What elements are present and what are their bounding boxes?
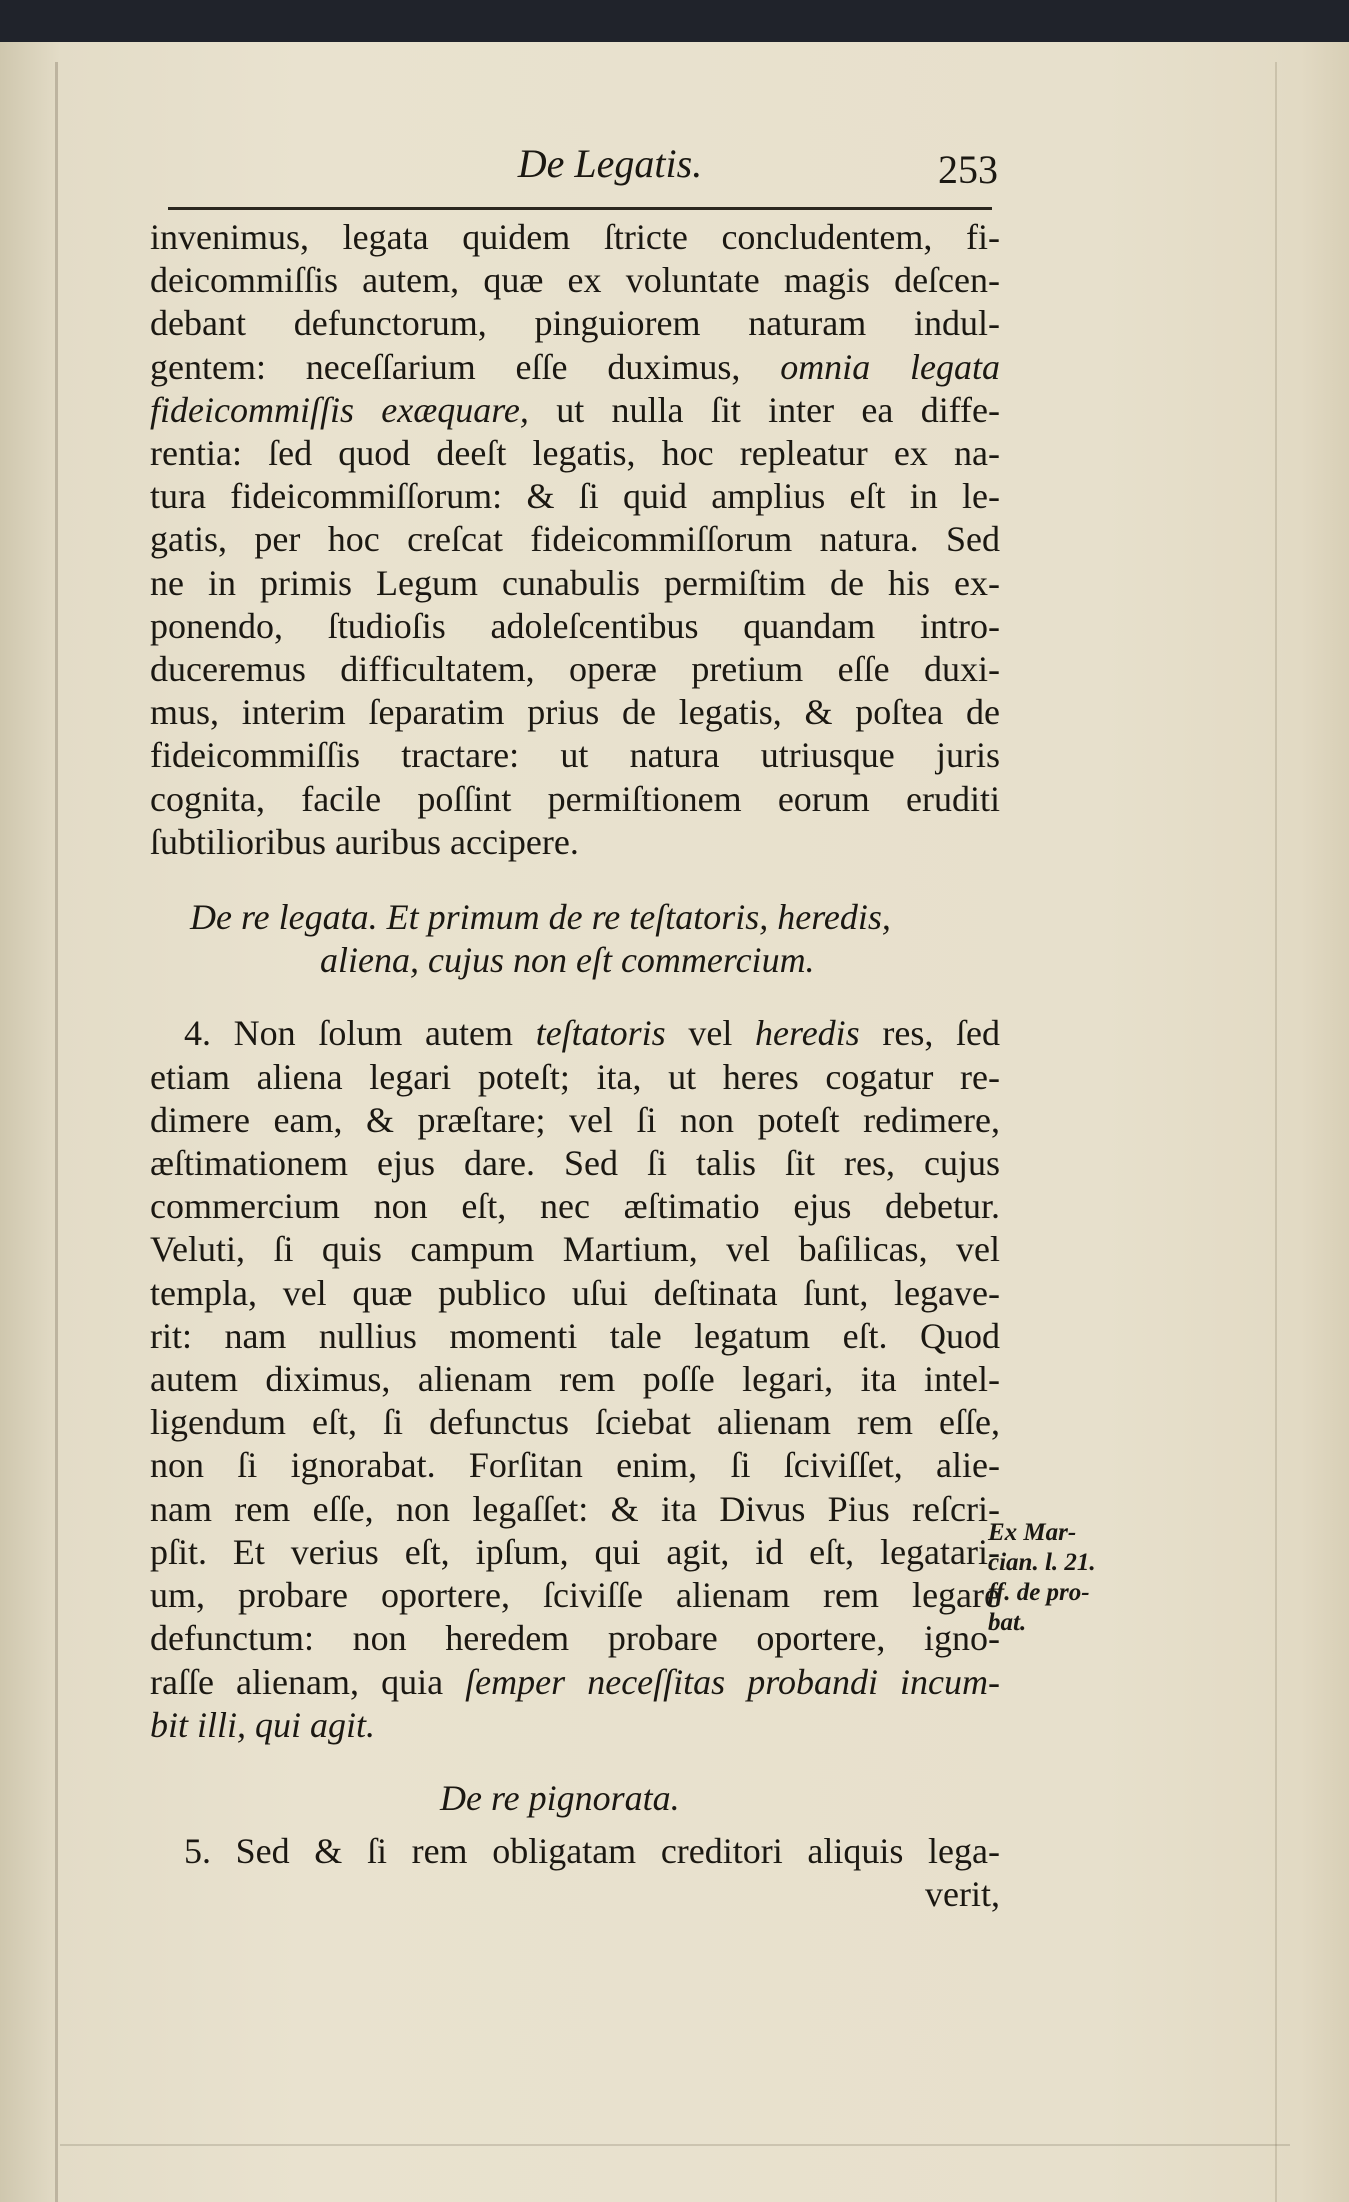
text-line: debant defunctorum, pinguiorem naturam indul- bbox=[150, 303, 1000, 344]
text-line: tura fideicommiſſorum: & ſi quid amplius eſt in le- bbox=[150, 476, 1000, 517]
text-line bbox=[150, 389, 1000, 432]
text-line: templa, vel quæ publico uſui deſtinata ſunt, legave- bbox=[150, 1272, 1000, 1313]
spacer bbox=[150, 864, 1000, 896]
page-bottom-edge bbox=[60, 2144, 1290, 2146]
italic-phrase: bit illi, qui agit. bbox=[150, 1704, 376, 1745]
text-line bbox=[150, 346, 1000, 389]
spacer bbox=[150, 1747, 1000, 1777]
section-heading: De re pignorata. bbox=[440, 1777, 680, 1818]
text-line: ponendo, ſtudioſis adoleſcentibus quandam intro- bbox=[150, 605, 1000, 646]
text-line: um, probare oportere, ſciviſſe alienam rem legare bbox=[150, 1575, 1000, 1616]
italic-phrase: omnia legata bbox=[780, 346, 1001, 387]
text-line: nam rem eſſe, non legaſſet: & ita Divus Pius reſcri- bbox=[150, 1488, 1000, 1529]
italic-word: teſtatoris bbox=[535, 1013, 666, 1054]
text-line: pſit. Et verius eſt, ipſum, qui agit, id eſt, legatari- bbox=[150, 1531, 1000, 1572]
margin-note-line: cian. l. 21. bbox=[988, 1549, 1096, 1576]
text-segment: raſſe alienam, quia bbox=[150, 1661, 466, 1702]
text-line: rit: nam nullius momenti tale legatum eſt. Quod bbox=[150, 1315, 1000, 1356]
body-text bbox=[150, 216, 1000, 1917]
margin-note-line: Ex Mar- bbox=[988, 1519, 1077, 1546]
text-line: mus, interim ſeparatim prius de legatis, & poſtea de bbox=[150, 692, 1000, 733]
text-line: deicommiſſis autem, quæ ex voluntate magis deſcen- bbox=[150, 260, 1000, 301]
section-heading: De re legata. Et primum de re teſtatoris, heredis, bbox=[190, 897, 891, 938]
text-line: dimere eam, & præſtare; vel ſi non poteſt redimere, bbox=[150, 1099, 1000, 1140]
text-segment: ut nulla ſit inter ea diffe- bbox=[528, 389, 1000, 430]
text-line: gatis, per hoc creſcat fideicommiſſorum natura. Sed bbox=[150, 519, 1000, 560]
page-number: 253 bbox=[938, 147, 998, 192]
margin-note bbox=[988, 1518, 1168, 1638]
page-edge bbox=[1275, 62, 1277, 2202]
text-segment: 4. Non ſolum autem bbox=[184, 1013, 513, 1054]
margin-note-line: ff. de pro- bbox=[988, 1579, 1090, 1606]
binding-edge bbox=[55, 62, 58, 2202]
text-segment: vel bbox=[665, 1013, 756, 1054]
text-line: Veluti, ſi quis campum Martium, vel baſilicas, vel bbox=[150, 1229, 1000, 1270]
text-line: duceremus difficultatem, operæ pretium eſſe duxi- bbox=[150, 649, 1000, 690]
text-line bbox=[150, 1661, 1000, 1704]
text-line bbox=[150, 1012, 1000, 1055]
text-line: cognita, facile poſſint permiſtionem eorum eruditi bbox=[150, 778, 1000, 819]
text-line: ne in primis Legum cunabulis permiſtim de his ex- bbox=[150, 562, 1000, 603]
text-segment: res, ſed bbox=[859, 1013, 1001, 1054]
text-line: rentia: ſed quod deeſt legatis, hoc repleatur ex na- bbox=[150, 433, 1000, 474]
text-line: non ſi ignorabat. Forſitan enim, ſi ſciviſſet, alie- bbox=[150, 1445, 1000, 1486]
text-line: invenimus, legata quidem ſtricte concludentem, fi- bbox=[150, 217, 1000, 257]
text-line: ſubtilioribus auribus accipere. bbox=[150, 821, 579, 862]
running-title: De Legatis. bbox=[517, 141, 703, 186]
section-heading-continued: aliena, cujus non eſt commercium. bbox=[320, 940, 815, 981]
text-segment: gentem: neceſſarium eſſe duximus, bbox=[150, 346, 741, 387]
text-line: etiam aliena legari poteſt; ita, ut heres cogatur re- bbox=[150, 1056, 1000, 1097]
italic-phrase: fideicommiſſis exæquare, bbox=[150, 389, 529, 430]
spacer bbox=[150, 1820, 1000, 1830]
spacer bbox=[150, 982, 1000, 1012]
text-line: fideicommiſſis tractare: ut natura utriusque juris bbox=[150, 735, 1000, 776]
text-line: ligendum eſt, ſi defunctus ſciebat alienam rem eſſe, bbox=[150, 1402, 1000, 1443]
text-line bbox=[150, 1704, 1000, 1747]
text-line: commercium non eſt, nec æſtimatio ejus debetur. bbox=[150, 1186, 1000, 1227]
text-line: defunctum: non heredem probare oportere, igno- bbox=[150, 1618, 1000, 1659]
text-line: autem diximus, alienam rem poſſe legari, ita intel- bbox=[150, 1359, 1000, 1400]
italic-word: heredis bbox=[755, 1013, 860, 1054]
italic-phrase: ſemper neceſſitas probandi incum- bbox=[465, 1661, 1000, 1702]
catchword: verit, bbox=[925, 1874, 1000, 1915]
header-rule bbox=[168, 207, 992, 210]
text-line: 5. Sed & ſi rem obligatam creditori aliquis lega- bbox=[184, 1831, 1000, 1872]
text-line: æſtimationem ejus dare. Sed ſi talis ſit res, cujus bbox=[150, 1143, 1000, 1184]
margin-note-line: bat. bbox=[988, 1609, 1027, 1636]
